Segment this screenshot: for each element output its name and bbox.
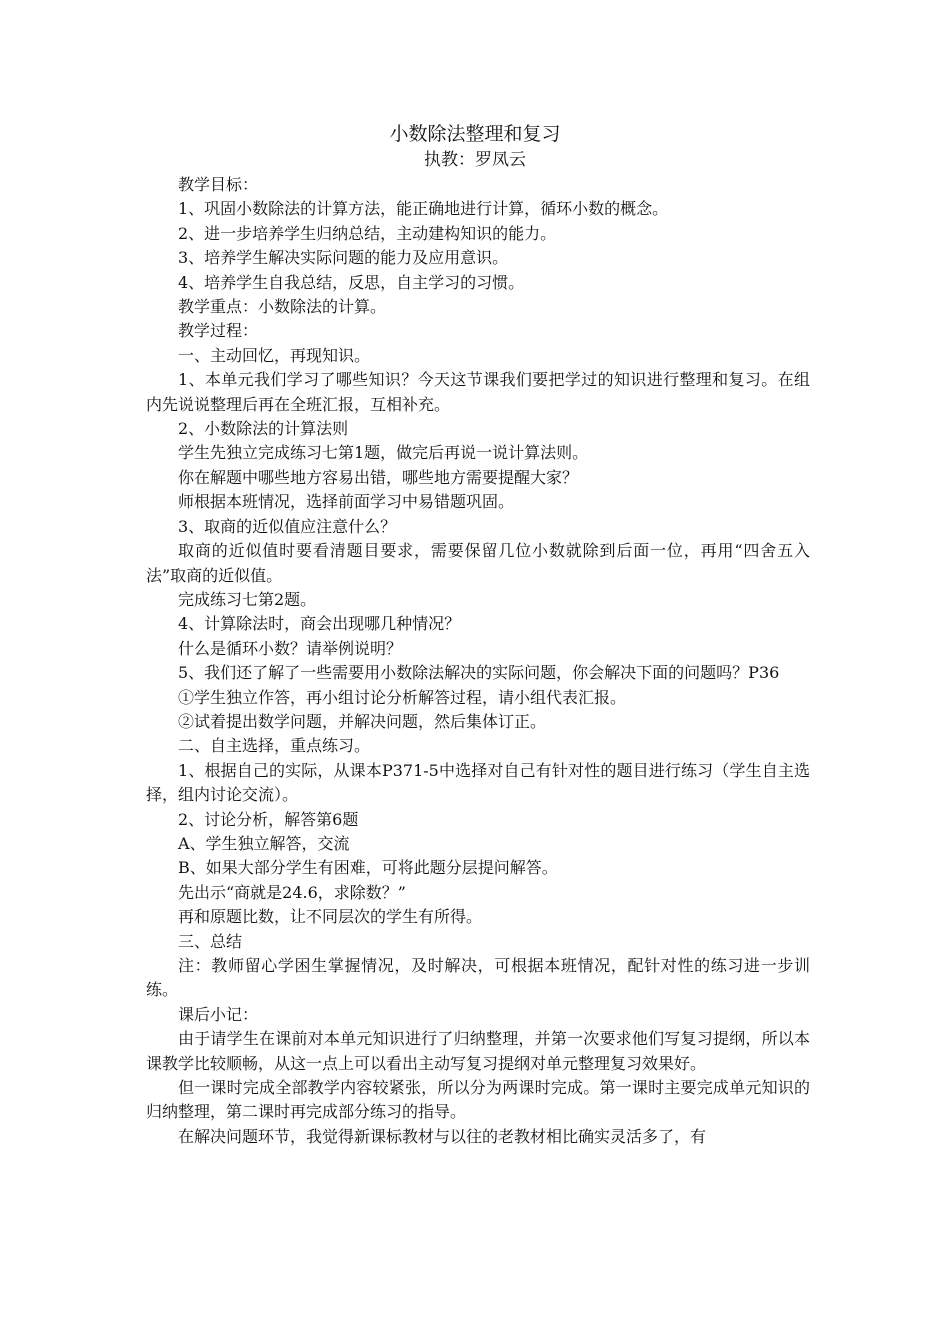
paragraph: 1、根据自己的实际，从课本P371-5中选择对自己有针对性的题目进行练习（学生自主选择，组内讨论交流）。 <box>146 760 810 805</box>
paragraph: 教学目标： <box>178 175 259 194</box>
paragraph: 取商的近似值时要看清题目要求，需要保留几位小数就除到后面一位，再用“四舍五入法”取商的近似值。 <box>146 541 810 585</box>
paragraph: 二、自主选择，重点练习。 <box>178 736 371 756</box>
paragraph: ①学生独立作答，再小组讨论分析解答过程，请小组代表汇报。 <box>178 687 627 707</box>
paragraph: 课后小记： <box>178 1004 259 1024</box>
paragraph: 2、进一步培养学生归纳总结，主动建构知识的能力。 <box>178 223 557 243</box>
paragraph: 3、取商的近似值应注意什么？ <box>178 516 397 536</box>
paragraph: 教学重点：小数除法的计算。 <box>178 297 387 317</box>
paragraph: 注：教师留心学困生掌握情况，及时解决，可根据本班情况，配针对性的练习进一步训练。 <box>146 956 810 1000</box>
paragraph: 你在解题中哪些地方容易出错，哪些地方需要提醒大家？ <box>178 467 579 487</box>
paragraph: 师根据本班情况，选择前面学习中易错题巩固。 <box>178 492 515 512</box>
paragraph: B、如果大部分学生有困难，可将此题分层提问解答。 <box>178 858 558 878</box>
paragraph: 三、总结 <box>178 931 243 951</box>
paragraph: 在解决问题环节，我觉得新课标教材与以往的老教材相比确实灵活多了，有 <box>178 1126 707 1146</box>
paragraph: 由于请学生在课前对本单元知识进行了归纳整理，并第一次要求他们写复习提纲，所以本课教学比较顺畅，从这一点上可以看出主动写复习提纲对单元整理复习效果好。 <box>146 1029 810 1073</box>
paragraph: 2、小数除法的计算法则 <box>178 419 349 439</box>
paragraph: 5、我们还了解了一些需要用小数除法解决的实际问题，你会解决下面的问题吗？P36 <box>178 663 780 683</box>
paragraph: 2、讨论分析，解答第6题 <box>178 809 359 829</box>
paragraph: 1、本单元我们学习了哪些知识？今天这节课我们要把学过的知识进行整理和复习。在组内先说说整理后再在全班汇报，互相补充。 <box>146 370 810 414</box>
paragraph: 4、计算除法时，商会出现哪几种情况？ <box>178 614 461 634</box>
paragraph: A、学生独立解答，交流 <box>178 833 350 853</box>
paragraph: 3、培养学生解决实际问题的能力及应用意识。 <box>178 248 509 268</box>
paragraph: 教学过程： <box>178 321 259 341</box>
paragraph: 学生先独立完成练习七第1题，做完后再说一说计算法则。 <box>178 443 589 463</box>
paragraph: 一、主动回忆，再现知识。 <box>178 345 371 365</box>
document-body <box>146 173 810 1149</box>
paragraph: 什么是循环小数？请举例说明？ <box>178 638 403 658</box>
document-title: 小数除法整理和复习 <box>389 123 561 145</box>
paragraph: 1、巩固小数除法的计算方法，能正确地进行计算，循环小数的概念。 <box>178 199 669 219</box>
paragraph: 先出示“商就是24.6，求除数？” <box>178 882 406 902</box>
paragraph: ②试着提出数学问题，并解决问题，然后集体订正。 <box>178 711 547 731</box>
paragraph: 但一课时完成全部教学内容较紧张，所以分为两课时完成。第一课时主要完成单元知识的归纳整理，第二课时再完成部分练习的指导。 <box>146 1078 810 1122</box>
document-author: 执教：罗凤云 <box>424 150 526 170</box>
paragraph: 再和原题比数，让不同层次的学生有所得。 <box>178 907 483 927</box>
paragraph: 4、培养学生自我总结，反思，自主学习的习惯。 <box>178 272 525 292</box>
paragraph: 完成练习七第2题。 <box>178 589 317 609</box>
